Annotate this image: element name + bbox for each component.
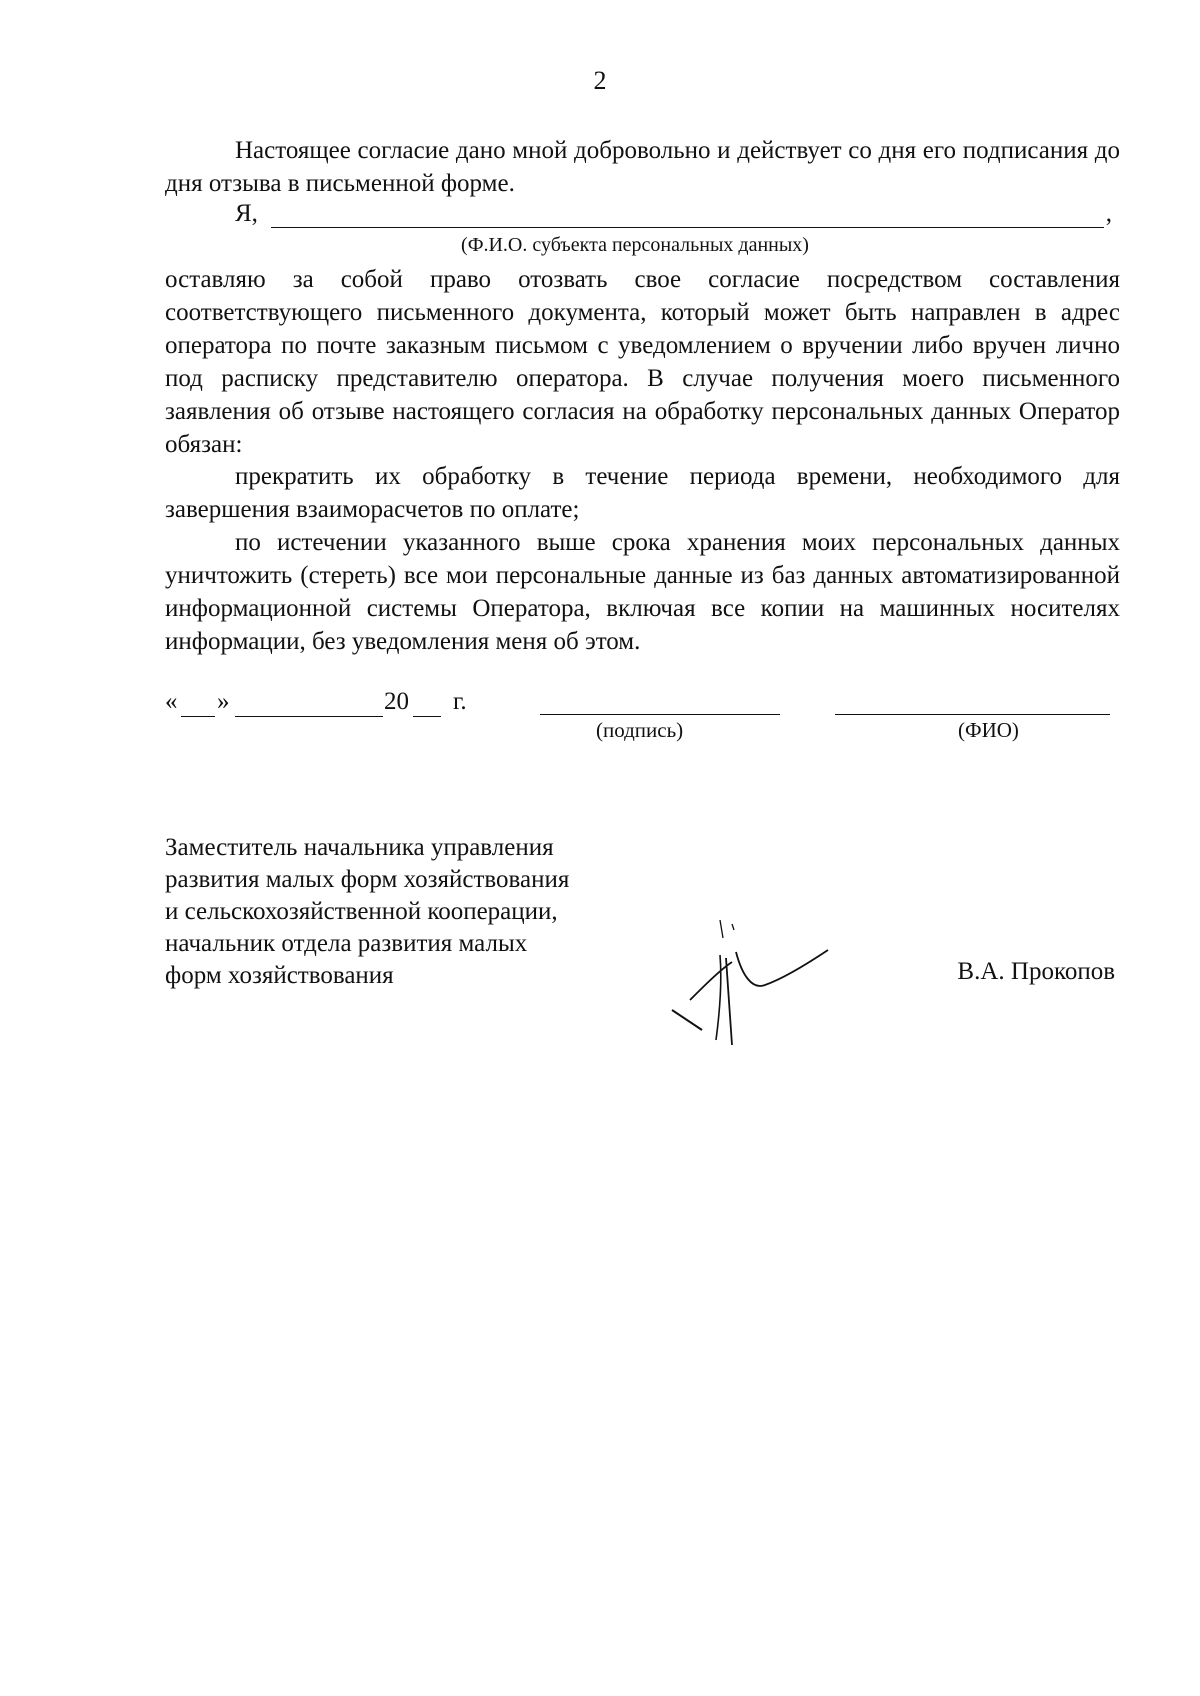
fio-caption: (Ф.И.О. субъекта персональных данных)	[461, 234, 809, 256]
paragraph-stop-processing: прекратить их обработку в течение периода времени, необходимого для завершения взаиморасчетов по оплате;	[165, 463, 1120, 523]
fio-fill-line	[165, 200, 1120, 234]
position-line: и сельскохозяйственной кооперации,	[165, 898, 558, 925]
paragraph-validity: Настоящее согласие дано мной добровольно и действует со дня его подписания до дня отзыва в письменной форме.	[165, 137, 1120, 197]
name-blank	[835, 714, 1110, 715]
signature-blank	[540, 714, 780, 715]
date-close-quote: »	[217, 688, 230, 715]
date-open-quote: «	[165, 688, 178, 715]
year-blank	[413, 716, 441, 717]
fio-blank-rule	[271, 227, 1104, 228]
position-line: развития малых форм хозяйствования	[165, 866, 570, 893]
year-prefix: 20	[384, 688, 409, 715]
month-blank	[235, 716, 383, 717]
page-number: 2	[593, 66, 607, 95]
signatory-position	[165, 832, 665, 992]
ya-comma: ,	[1105, 200, 1112, 227]
paragraph-withdraw: оставляю за собой право отозвать свое согласие посредством составления соответствующего письменного документа, который может быть направлен в адрес оператора по почте заказным письмом с уведомлением о вручении либо вручен лично под расписку представителю оператора. В случае получения моего письменного заявления об отзыве настоящего согласия на обработку персональных данных Оператор обязан:	[165, 266, 1120, 458]
signatory-name: В.А. Прокопов	[957, 958, 1115, 985]
handwritten-signature	[660, 900, 860, 1050]
day-blank	[181, 716, 215, 717]
ya-prefix: Я,	[235, 200, 258, 227]
position-line: форм хозяйствования	[165, 962, 394, 989]
position-line: Заместитель начальника управления	[165, 834, 554, 861]
year-suffix: г.	[453, 688, 467, 715]
position-line: начальник отдела развития малых	[165, 930, 528, 957]
paragraph-destroy-data: по истечении указанного выше срока хранения моих персональных данных уничтожить (стереть) все мои персональные данные из баз данных автоматизированной информационной системы Оператора, включая все копии на машинных носителях информации, без уведомления меня об этом.	[165, 529, 1120, 655]
name-caption: (ФИО)	[958, 718, 1019, 742]
signature-caption: (подпись)	[596, 718, 684, 742]
